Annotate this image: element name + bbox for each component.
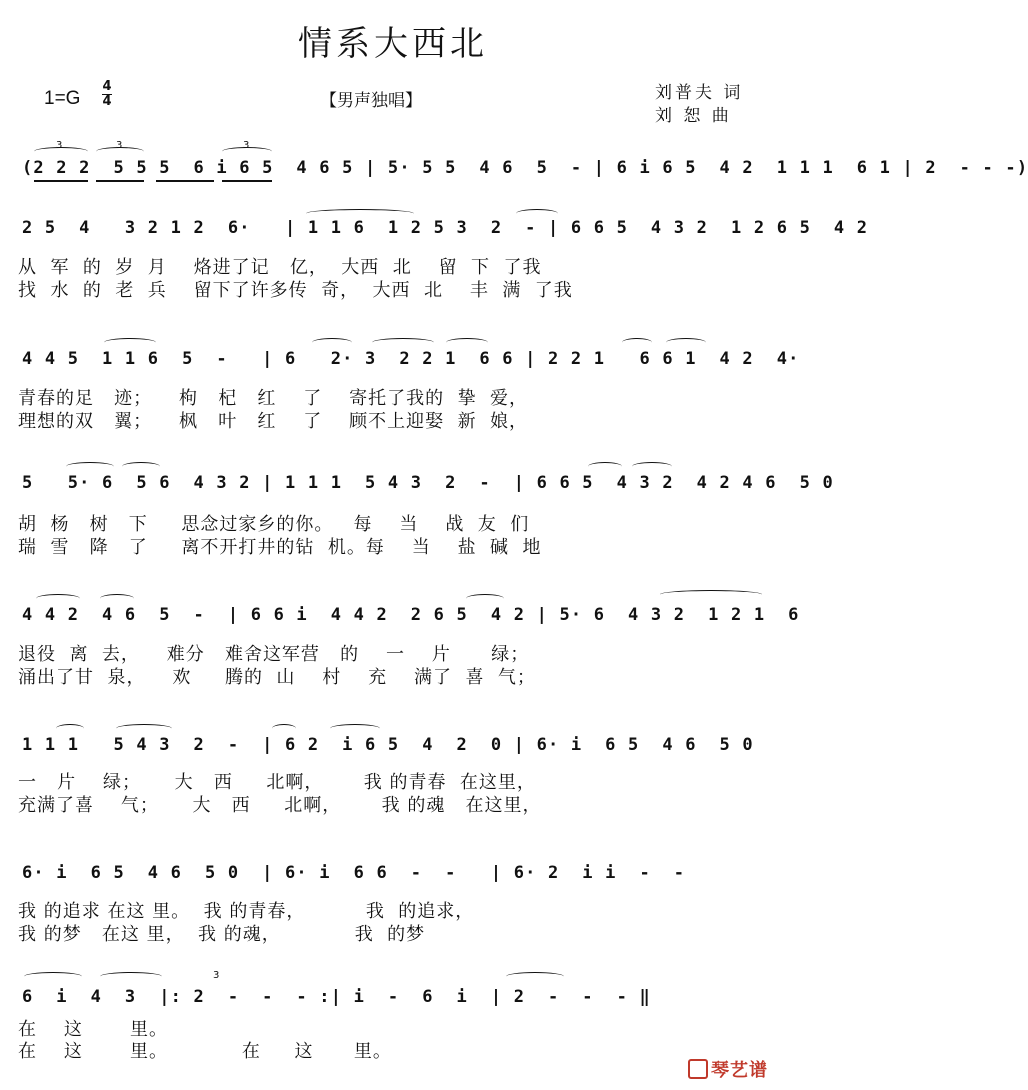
notes-line-3: 4 4 5 1 1 6 5 - | 6 2· 3 2 2 1 6 6 | 2 2 1 6 6 1 4 2 4· <box>22 349 800 369</box>
triplet-mark: 3 <box>56 140 63 151</box>
slur <box>632 462 672 471</box>
time-signature <box>101 80 113 109</box>
slur <box>660 590 762 599</box>
slur <box>466 594 504 603</box>
slur <box>122 462 160 471</box>
underline <box>96 180 144 182</box>
lyricist-credit: 刘普夫 词 <box>655 83 744 103</box>
lyrics-verse2-line-4: 瑞 雪 降 了 离不开打井的钻 机。每 当 盐 碱 地 <box>18 537 542 558</box>
lyrics-verse2-line-8: 在 这 里。 在 这 里。 <box>18 1041 392 1062</box>
slur <box>312 338 352 347</box>
slur <box>222 147 272 156</box>
logo-icon <box>688 1059 708 1079</box>
underline <box>34 180 88 182</box>
slur <box>372 338 434 347</box>
lyrics-verse1-line-4: 胡 杨 树 下 思念过家乡的你。 每 当 战 友 们 <box>18 514 530 535</box>
key-signature: 1=G <box>44 88 81 109</box>
slur <box>96 147 144 156</box>
slur <box>622 338 652 347</box>
slur <box>104 338 156 347</box>
lyrics-verse1-line-6: 一 片 绿； 大 西 北啊， 我 的青春 在这里， <box>18 772 536 793</box>
notes-line-4: 5 5· 6 5 6 4 3 2 | 1 1 1 5 4 3 2 - | 6 6 5 4 3 2 4 2 4 6 5 0 <box>22 473 834 493</box>
notes-line-6: 1 1 1 5 4 3 2 - | 6 2 i 6 5 4 2 0 | 6· i 6 5 4 6 5 0 <box>22 735 754 755</box>
lyrics-verse2-line-2: 找 水 的 老 兵 留下了许多传 奇， 大西 北 丰 满 了我 <box>18 280 573 301</box>
logo-text: 琴艺谱 <box>711 1060 768 1081</box>
time-signature-bottom: 4 <box>102 94 112 109</box>
slur <box>36 594 80 603</box>
slur <box>56 724 84 733</box>
triplet-mark: 3 <box>116 140 123 151</box>
performance-type: 【男声独唱】 <box>320 91 422 111</box>
lyrics-verse2-line-7: 我 的梦 在这 里， 我 的魂， 我 的梦 <box>18 924 426 945</box>
lyrics-verse1-line-8: 在 这 里。 <box>18 1019 168 1040</box>
slur <box>666 338 706 347</box>
slur <box>516 209 558 218</box>
song-title: 情系大西北 <box>298 24 488 64</box>
composer-credit: 刘 恕 曲 <box>655 106 732 126</box>
lyrics-verse2-line-5: 涌出了甘 泉， 欢 腾的 山 村 充 满了 喜 气； <box>18 667 536 688</box>
notes-line-5: 4 4 2 4 6 5 - | 6 6 i 4 4 2 2 6 5 4 2 | 5· 6 4 3 2 1 2 1 6 <box>22 605 800 625</box>
lyrics-verse2-line-6: 充满了喜 气； 大 西 北啊， 我 的魂 在这里， <box>18 795 542 816</box>
slur <box>446 338 488 347</box>
underline <box>222 180 272 182</box>
lyrics-verse1-line-7: 我 的追求 在这 里。 我 的青春， 我 的追求， <box>18 901 475 922</box>
slur <box>116 724 172 733</box>
slur <box>24 972 82 981</box>
slur <box>34 147 88 156</box>
slur <box>330 724 380 733</box>
slur <box>100 972 162 981</box>
time-signature-top: 4 <box>102 79 112 94</box>
slur <box>306 209 414 218</box>
lyrics-verse2-line-3: 理想的双 翼； 枫 叶 红 了 顾不上迎娶 新 娘， <box>18 411 529 432</box>
slur <box>588 462 622 471</box>
slur <box>100 594 134 603</box>
slur <box>272 724 296 733</box>
notes-line-2: 2 5 4 3 2 1 2 6· | 1 1 6 1 2 5 3 2 - | 6 6 5 4 3 2 1 2 6 5 4 2 <box>22 218 869 238</box>
lyrics-verse1-line-2: 从 军 的 岁 月 烙进了记 亿， 大西 北 留 下 了我 <box>18 257 542 278</box>
slur <box>506 972 564 981</box>
qinyipu-logo <box>688 1056 768 1082</box>
underline <box>156 180 214 182</box>
slur <box>66 462 114 471</box>
notes-line-7: 6· i 6 5 4 6 5 0 | 6· i 6 6 - - | 6· 2 i i - - <box>22 863 686 883</box>
notes-line-1: (2 2 2 5 5 5 6 i 6 5 4 6 5 | 5· 5 5 4 6 5 - | 6 i 6 5 4 2 1 1 1 6 1 | 2 - - -) <box>22 158 1028 178</box>
volta-mark: 3 <box>213 970 220 981</box>
notes-line-8: 6 i 4 3 |: 2 - - - :| i - 6 i | 2 - - - ‖ <box>22 987 651 1007</box>
triplet-mark: 3 <box>243 140 250 151</box>
lyrics-verse1-line-5: 退役 离 去， 难分 难舍这军营 的 一 片 绿； <box>18 644 530 665</box>
lyrics-verse1-line-3: 青春的足 迹； 枸 杞 红 了 寄托了我的 挚 爱， <box>18 388 529 409</box>
